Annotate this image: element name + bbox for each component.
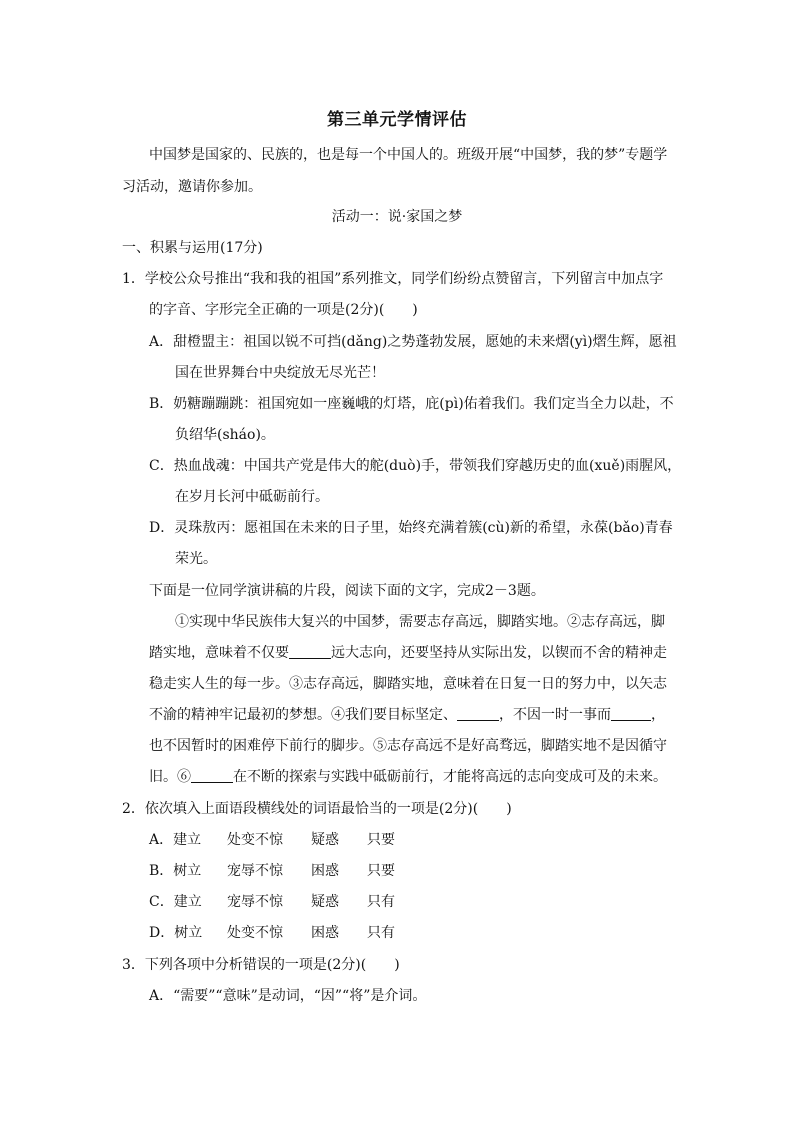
- option-word: B．树立: [149, 863, 202, 879]
- q1-stem-line-1: 1．学校公众号推出“我和我的祖国”系列推文，同学们纷纷点赞留言，下列留言中加点字: [122, 271, 664, 287]
- q1-option-a-line-2: 国在世界舞台中央绽放无尽光芒！: [175, 365, 385, 381]
- q2-option-b: [149, 861, 395, 881]
- fill-blank-3: [611, 706, 651, 721]
- passage-line-3: 稳走实人生的每一步。③志存高远，脚踏实地，意味着在日复一日的努力中，以矢志: [149, 676, 667, 692]
- option-word: 疑惑: [311, 832, 339, 848]
- option-word: D．树立: [149, 925, 203, 941]
- page-title: 第三单元学情评估: [327, 110, 467, 130]
- passage-text: 远大志向，还要坚持从实际出发，以锲而不舍的精神走: [331, 645, 667, 661]
- fill-blank-2: [457, 706, 499, 721]
- q1-stem-line-2: 的字音、字形完全正确的一项是(2分)( ): [149, 302, 418, 318]
- passage-line-6: [149, 767, 667, 787]
- q1-option-b-line-1: B．奶糖蹦蹦跳：祖国宛如一座巍峨的灯塔，庇(pì)佑着我们。我们定当全力以赴，不: [149, 396, 674, 412]
- option-word: 疑惑: [311, 894, 339, 910]
- passage-line-5: 也不因暂时的困难停下前行的脚步。⑤志存高远不是好高骛远，脚踏实地不是因循守: [149, 738, 667, 754]
- passage-intro: 下面是一位同学演讲稿的片段，阅读下面的文字，完成2－3题。: [149, 583, 545, 599]
- option-word: 困惑: [311, 925, 339, 941]
- passage-line-2: [149, 643, 667, 663]
- q2-option-a: [149, 830, 395, 850]
- fill-blank-1: [289, 644, 331, 659]
- passage-text: 踏实地，意味着不仅要: [149, 645, 289, 661]
- option-word: C．建立: [149, 894, 202, 910]
- q2-option-d: [149, 923, 395, 943]
- fill-blank-4: [191, 768, 233, 783]
- option-word: 只有: [367, 925, 395, 941]
- option-word: 只要: [367, 863, 395, 879]
- q1-option-d-line-2: 荣光。: [175, 551, 217, 567]
- passage-text: 不渝的精神牢记最初的梦想。④我们要目标坚定、: [149, 707, 457, 723]
- option-word: A．建立: [149, 832, 202, 848]
- q2-stem: 2．依次填入上面语段横线处的词语最恰当的一项是(2分)( ): [122, 801, 512, 817]
- passage-line-1: ①实现中华民族伟大复兴的中国梦，需要志存高远，脚踏实地。②志存高远，脚: [175, 614, 665, 630]
- option-word: 处变不惊: [227, 925, 283, 941]
- q1-option-c-line-1: C．热血战魂：中国共产党是伟大的舵(duò)手，带领我们穿越历史的血(xuě)雨腥风，: [149, 458, 682, 474]
- activity-heading: 活动一：说·家国之梦: [331, 209, 463, 225]
- passage-text: ，不因一时一事而: [499, 707, 611, 723]
- option-word: 宠辱不惊: [227, 894, 283, 910]
- passage-text: 在不断的探索与实践中砥砺前行，才能将高远的志向变成可及的未来。: [233, 769, 667, 785]
- q3-stem: 3．下列各项中分析错误的一项是(2分)( ): [122, 957, 400, 973]
- intro-line-2: 习活动，邀请你参加。: [122, 179, 262, 195]
- passage-text: 旧。⑥: [149, 769, 191, 785]
- q3-option-a: A．“需要”“意味”是动词，“因”“将”是介词。: [149, 988, 427, 1004]
- option-word: 宠辱不惊: [227, 863, 283, 879]
- option-word: 困惑: [311, 863, 339, 879]
- q1-option-c-line-2: 在岁月长河中砥砺前行。: [175, 489, 329, 505]
- passage-text: ，: [651, 707, 665, 723]
- q1-option-a-line-1: A．甜橙盟主：祖国以锐不可挡(dǎng)之势蓬勃发展，愿她的未来熠(yì)熠生辉，愿祖: [149, 334, 677, 350]
- option-word: 处变不惊: [227, 832, 283, 848]
- q1-option-b-line-2: 负绍华(sháo)。: [175, 427, 275, 443]
- option-word: 只要: [367, 832, 395, 848]
- section-heading: 一、积累与运用(17分): [122, 240, 263, 256]
- q2-option-c: [149, 892, 395, 912]
- q1-option-d-line-1: D．灵珠敖丙：愿祖国在未来的日子里，始终充满着簇(cù)新的希望，永葆(bǎo)青春: [149, 520, 673, 536]
- passage-line-4: [149, 705, 665, 725]
- intro-line-1: 中国梦是国家的、民族的，也是每一个中国人的。班级开展“中国梦，我的梦”专题学: [149, 147, 668, 163]
- option-word: 只有: [367, 894, 395, 910]
